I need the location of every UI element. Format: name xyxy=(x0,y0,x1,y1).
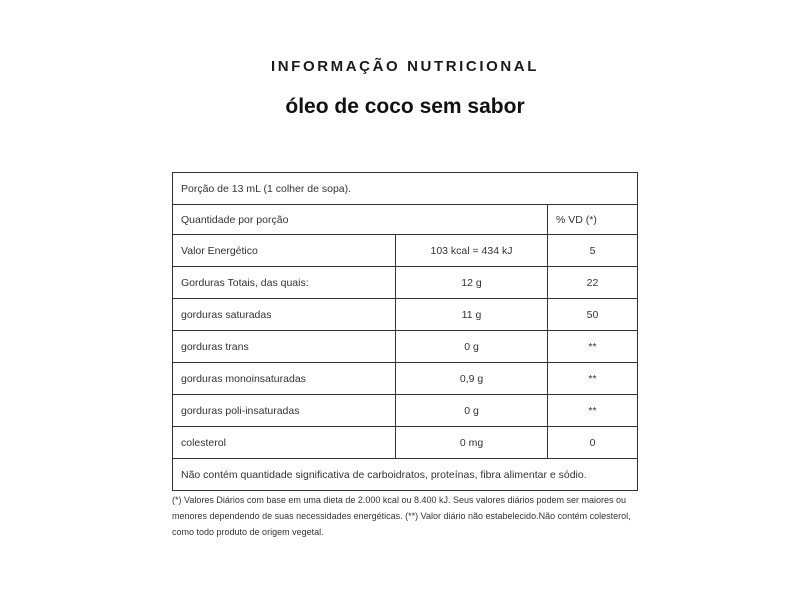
nutrient-vd: 0 xyxy=(548,427,638,459)
nutrient-name: gorduras monoinsaturadas xyxy=(173,363,396,395)
nutrient-name: Gorduras Totais, das quais: xyxy=(173,267,396,299)
nutrient-amount: 0 g xyxy=(396,395,548,427)
footnote: (*) Valores Diários com base em uma dieta de 2.000 kcal ou 8.400 kJ. Seus valores diários podem ser maiores ou menores dependendo de suas necessidades energéticas. (**) Valor diário não estabelecido.Não contém colesterol, como todo produto de origem vegetal. xyxy=(172,495,631,537)
nutrient-name: gorduras saturadas xyxy=(173,299,396,331)
nutrient-name: colesterol xyxy=(173,427,396,459)
nutrient-vd: 5 xyxy=(548,235,638,267)
nutrient-name: gorduras poli-insaturadas xyxy=(173,395,396,427)
nutrient-amount: 0 mg xyxy=(396,427,548,459)
table-row xyxy=(173,267,638,299)
table-row xyxy=(173,235,638,267)
header-row xyxy=(173,205,638,235)
note-row xyxy=(173,459,638,491)
nutrient-vd: 22 xyxy=(548,267,638,299)
table-row xyxy=(173,363,638,395)
nutrient-amount: 11 g xyxy=(396,299,548,331)
table-row xyxy=(173,395,638,427)
nutrient-amount: 0,9 g xyxy=(396,363,548,395)
vd-header: % VD (*) xyxy=(548,205,638,235)
nutrient-vd: ** xyxy=(548,331,638,363)
table-row xyxy=(173,331,638,363)
nutrient-vd: ** xyxy=(548,395,638,427)
nutrient-name: gorduras trans xyxy=(173,331,396,363)
nutrient-amount: 0 g xyxy=(396,331,548,363)
nutrient-name: Valor Energético xyxy=(173,235,396,267)
nutrition-table xyxy=(172,172,638,491)
table-row xyxy=(173,427,638,459)
section-heading: INFORMAÇÃO NUTRICIONAL xyxy=(270,58,539,75)
table-row xyxy=(173,299,638,331)
nutrient-amount: 103 kcal = 434 kJ xyxy=(396,235,548,267)
portion-row xyxy=(173,173,638,205)
nutrient-amount: 12 g xyxy=(396,267,548,299)
nutrient-vd: 50 xyxy=(548,299,638,331)
product-title: óleo de coco sem sabor xyxy=(285,95,525,118)
portion-cell: Porção de 13 mL (1 colher de sopa). xyxy=(173,173,638,205)
note-cell: Não contém quantidade significativa de carboidratos, proteínas, fibra alimentar e sódio. xyxy=(173,459,638,491)
quantity-header: Quantidade por porção xyxy=(173,205,548,235)
nutrient-vd: ** xyxy=(548,363,638,395)
